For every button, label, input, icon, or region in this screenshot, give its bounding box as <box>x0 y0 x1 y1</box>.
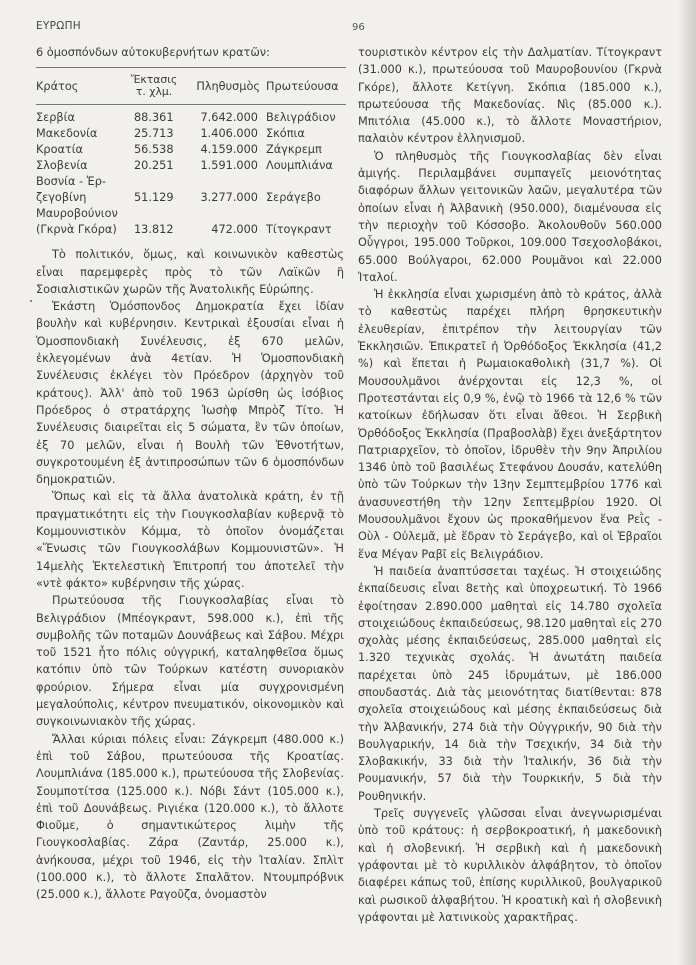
paragraph-communist-party: Ὅπως καὶ εἰς τὰ ἄλλα ἀνατολικὰ κράτη, ἐν τῇ πραγματικότητι εἰς τὴν Γιουγκοσλαβίαν κυβερνᾷ τὸ Κομμουνιστικὸν Κόμμα, τὸ ὁποῖον ὀνομάζεται «Ἕνωσις τῶν Γιουγκοσλάβων Κομμουνιστῶν». Ἡ 14μελὴς Ἐκτελεστικὴ Ἐπιτροπή του ἀποτελεῖ τὴν «ντὲ φάκτο» κυβέρνησιν τῆς χώρας. <box>36 490 344 590</box>
col-header-area-line1: Ἔκτασις <box>130 73 178 87</box>
col-header-area <box>128 68 180 105</box>
col-header-population: Πληθυσμὸς <box>196 79 260 93</box>
table-row <box>36 126 346 142</box>
cell-state <box>36 174 128 206</box>
table-row <box>36 174 346 206</box>
paragraph-population: Ὁ πληθυσμὸς τῆς Γιουγκοσλαβίας δὲν εἶναι ἀμιγής. Περιλαμβάνει συμπαγεῖς μειονότητας διαφόρων ἄλλων γειτονικῶν λαῶν, μεγαλυτέρα τῶν ὁποίων εἶναι ἡ Ἀλβανικὴ (950.000), διαμένουσα εἰς τὴν περιοχὴν τοῦ Κόσσοβο. Ἀκολουθοῦν 560.000 Οὗγγροι, 195.000 Τοῦρκοι, 109.000 Τσεχοσλοβάκοι, 65.000 Βούλγαροι, 62.000 Ρουμᾶνοι καὶ 22.000 Ἰταλοί. <box>358 149 662 284</box>
republics-table <box>36 67 346 238</box>
table-intro: 6 ὁμοσπόνδων αὐτοκυβερνήτων κρατῶν: <box>36 46 270 59</box>
cell-population: 7.642.000 <box>200 111 258 125</box>
cell-capital: Λουμπλιάνα <box>266 159 333 173</box>
left-column <box>36 44 344 904</box>
table-row <box>36 158 346 174</box>
col-header-state: Κράτος <box>36 79 79 93</box>
paragraph-religion: Ἡ ἐκκλησία εἶναι χωρισμένη ἀπὸ τὸ κράτος, ἀλλὰ τὸ καθεστὼς παρέχει πλήρη θρησκευτικὴν ἐλευθερίαν, ἐπιτρέπον τὴν λειτουργίαν τῶν Ἐκκλησιῶν. Ἐπικρατεῖ ἡ Ὀρθόδοξος Ἐκκλησία (41,2 %) καὶ ἕπεται ἡ Ρωμαιοκαθολικὴ (31,7 %). Οἱ Μουσουλμᾶνοι ἀνέρχονται εἰς 12,3 %, οἱ Προτεστάνται εἰς 0,9 %, ἐνῷ τὸ 1966 τὰ 12,6 % τῶν κατοίκων ἐδήλωσαν ὅτι εἶναι ἄθεοι. Ἡ Σερβικὴ Ὀρθόδοξος Ἐκκλησία (Πραβοσλὰβ) ἔχει ἀνεξάρτητον Πατριαρχεῖον, τὸ ὁποῖον, ἱδρυθὲν τὴν 9ην Ἀπριλίου 1346 ὑπὸ τοῦ βασιλέως Στεφάνου Δουσάν, κατελύθη ὑπὸ τῶν Τούρκων τὴν 13ην Σεμπτεμβρίου 1776 καὶ ἀνασυνεστήθη τὴν 12ην Σεπτεμβρίου 1920. Οἱ Μουσουλμᾶνοι ἔχουν ὡς προκαθήμενον ἕνα Ρεῒς - Οὺλ - Οὐλεμᾶ, μὲ ἕδραν τὸ Σεράγεβο, καὶ οἱ Ἑβραῖοι ἕνα Μέγαν Ραβῖ εἰς Βελιγράδιον. <box>358 288 662 561</box>
cell-population: 3.277.000 <box>200 191 258 205</box>
right-column <box>358 44 662 926</box>
col-header-area-line2: τ. χλμ. <box>135 85 173 99</box>
table-row <box>36 142 346 158</box>
running-head: ΕΥΡΩΠΗ <box>36 20 81 32</box>
cell-area: 13.812 <box>134 223 174 237</box>
table-header-row <box>36 68 346 105</box>
cell-state: Σερβία <box>36 111 75 125</box>
cell-capital: Σεράγεβο <box>266 191 321 205</box>
cell-capital: Βελιγράδιον <box>266 111 336 125</box>
paragraph-government: Ἑκάστη Ὁμόσπονδος Δημοκρατία ἔχει ἰδίαν βουλὴν καὶ κυβέρνησιν. Κεντρικαὶ ἐξουσίαι εἶναι ἡ Ὁμοσπονδιακὴ Συνέλευσις, ἐξ 670 μελῶν, ἐκλεγομένων ἀνὰ 4ετίαν. Ἡ Ὁμοσπονδιακὴ Συνέλευσις ἐκλέγει τὸν Πρόεδρον (ἀρχηγὸν τοῦ κράτους). Ἀλλ' ἀπὸ τοῦ 1963 ὡρίσθη ὡς ἰσόβιος Πρόεδρος ὁ στρατάρχης Ἰωσὴφ Μπρὸζ Τίτο. Ἡ Συνέλευσις διαιρεῖται εἰς 5 σώματα, ἓν τῶν ὁποίων, ἐξ 70 μελῶν, εἶναι ἡ Βουλὴ τῶν Ἐθνοτήτων, συγκροτουμένη ἐξ ἀντιπροσώπων τῶν 6 ὁμοσπόνδων δημοκρατιῶν. <box>36 300 344 487</box>
cell-area: 25.713 <box>134 127 174 141</box>
cell-state-line1: Βοσνία - Ἐρ- <box>36 175 106 189</box>
page-number: 96 <box>352 22 365 33</box>
cell-area: 88.361 <box>134 111 174 125</box>
cell-population: 4.159.000 <box>200 143 258 157</box>
cell-population: 1.591.000 <box>200 159 258 173</box>
cell-state: Μακεδονία <box>36 127 98 141</box>
paragraph-cities-continued: τουριστικὸν κέντρον εἰς τὴν Δαλματίαν. Τίτογκραντ (31.000 κ.), πρωτεύουσα τοῦ Μαυροβουνίου (Γκρνὰ Γκόρε), ἄλλοτε Κετίγνη. Σκόπια (185.000 κ.), πρωτεύουσα τῆς Μακεδονίας. Νὶς (85.000 κ.). Μπιτόλια (45.000 κ.), τὸ ἄλλοτε Μοναστήριον, παλαιὸν κέντρον ἑλληνισμοῦ. <box>358 46 662 146</box>
cell-population: 472.000 <box>211 223 258 237</box>
cell-state <box>36 206 128 238</box>
cell-area: 20.251 <box>134 159 174 173</box>
paragraph-languages: Τρεῖς συγγενεῖς γλῶσσαι εἶναι ἀνεγνωρισμέναι ὑπὸ τοῦ κράτους: ἡ σερβοκροατική, ἡ μακεδονικὴ καὶ ἡ σλοβενική. Ἡ σερβικὴ καὶ ἡ μακεδονικὴ γράφονται μὲ τὸ κυριλλικὸν ἀλφάβητον, τὸ ὁποῖον διαφέρει κάπως τοῦ, ἐπίσης κυριλλικοῦ, βουλγαρικοῦ καὶ ρωσικοῦ ἀλφαβήτου. Ἡ κροατικὴ καὶ ἡ σλοβενικὴ γράφονται μὲ λατινικοὺς χαρακτῆρας. <box>358 807 662 924</box>
cell-population: 1.406.000 <box>200 127 258 141</box>
cell-capital: Ζάγκρεμπ <box>266 143 322 157</box>
paragraph-other-cities: Ἄλλαι κύριαι πόλεις εἶναι: Ζάγκρεμπ (480.000 κ.) ἐπὶ τοῦ Σάβου, πρωτεύουσα τῆς Κροατίας. Λουμπλιάνα (185.000 κ.), πρωτεύουσα τῆς Σλοβενίας. Σουμποτίτσα (125.000 κ.). Νόβι Σάντ (105.000 κ.), ἐπὶ τοῦ Δουνάβεως. Ριγιέκα (120.000 κ.), τὸ ἄλλοτε Φιοῦμε, ὁ σημαντικώτερος λιμὴν τῆς Γιουγκοσλαβίας. Ζάρα (Ζαντάρ, 25.000 κ.), ἀνήκουσα, μέχρι τοῦ 1946, εἰς τὴν Ἰταλίαν. Σπλὶτ (100.000 κ.), τὸ ἄλλοτε Σπαλᾶτον. Ντουμπρόβνικ (25.000 κ.), ἄλλοτε Ραγοῦζα, ὀνομαστὸν <box>36 732 344 902</box>
paragraph-capital-belgrade: Πρωτεύουσα τῆς Γιουγκοσλαβίας εἶναι τὸ Βελιγράδιον (Μπέογκραντ, 598.000 κ.), ἐπὶ τῆς συμβολῆς τῶν ποταμῶν Δουνάβεως καὶ Σάβου. Μέχρι τοῦ 1521 ἦτο πόλις οὐγγρική, καταληφθεῖσα ὅμως κατόπιν ὑπὸ τῶν Τούρκων κατέστη συνοριακὸν φρούριον. Σήμερα εἶναι μία συγχρονισμένη μεγαλούπολις, κέντρον πνευματικόν, οἰκονομικὸν καὶ συγκοινωνιακὸν τῆς χώρας. <box>36 594 344 729</box>
cell-state: Κροατία <box>36 143 84 157</box>
cell-state-line2: ζεγοβίνη <box>36 191 87 205</box>
table-row <box>36 105 346 127</box>
col-header-capital: Πρωτεύουσα <box>266 79 339 93</box>
page-edge-shadow <box>678 0 696 965</box>
table-row <box>36 206 346 238</box>
cell-state-line1: Μαυροβούνιον <box>36 207 118 221</box>
cell-area: 56.538 <box>134 143 174 157</box>
cell-state-line2: (Γκρνὰ Γκόρα) <box>36 223 117 237</box>
cell-capital: Τίτογκραντ <box>266 223 332 237</box>
margin-mark <box>30 300 32 302</box>
paragraph-education: Ἡ παιδεία ἀναπτύσσεται ταχέως. Ἡ στοιχειώδης ἐκπαίδευσις εἶναι 8ετὴς καὶ ὑποχρεωτική. Τὸ 1966 ἐφοίτησαν 2.890.000 μαθηταὶ εἰς 14.780 σχολεῖα στοιχειώδους ἐκπαιδεύσεως, 98.120 μαθηταὶ εἰς 270 σχολὰς μέσης ἐκπαιδεύσεως, 285.000 μαθηταὶ εἰς 1.320 τεχνικὰς σχολάς. Ἡ ἀνωτάτη παιδεία παρέχεται ὑπὸ 245 ἱδρυμάτων, μὲ 186.000 σπουδαστάς. Διὰ τὰς μειονότητας διατίθενται: 878 σχολεῖα στοιχειώδους καὶ μέσης ἐκπαιδεύσεως διὰ τὴν Ἀλβανικήν, 274 διὰ τὴν Οὐγγρικήν, 90 διὰ τὴν Βουλγαρικήν, 14 διὰ τὴν Τσεχικήν, 34 διὰ τὴν Σλοβακικήν, 33 διὰ τὴν Ἰταλικήν, 36 διὰ τὴν Ρουμανικήν, 57 διὰ τὴν Τουρκικήν, 5 διὰ τὴν Ρουθηνικήν. <box>358 564 662 803</box>
cell-area: 51.129 <box>134 191 174 205</box>
cell-capital: Σκόπια <box>266 127 305 141</box>
cell-state: Σλοβενία <box>36 159 88 173</box>
paragraph-political-system: Τὸ πολιτικόν, ὅμως, καὶ κοινωνικὸν καθεστὼς εἶναι παρεμφερὲς πρὸς τὸ τῶν Λαϊκῶν ἢ Σοσιαλιστικῶν χωρῶν τῆς Ἀνατολικῆς Εὐρώπης. <box>36 248 344 296</box>
